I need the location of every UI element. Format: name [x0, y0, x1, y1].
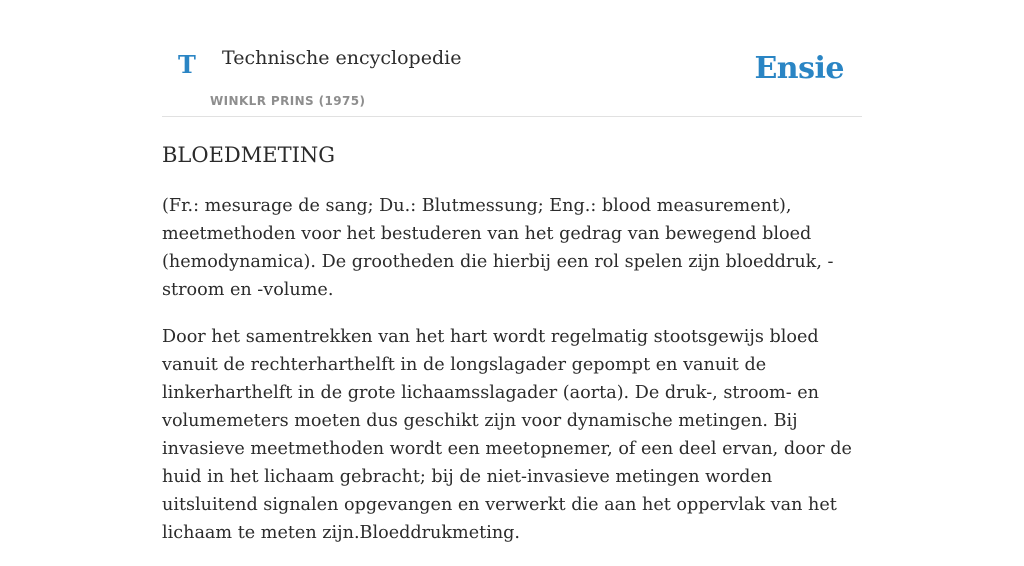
entry-paragraph: (Fr.: mesurage de sang; Du.: Blutmessung; Eng.: blood measurement), meetmethoden voor het bestuderen van het gedrag van bewegend bloed (hemodynamica). De grootheden die hierbij een rol spelen zijn bloeddruk, -stroom en -volume.: [162, 196, 834, 300]
entry-title: BLOEDMETING: [162, 143, 336, 167]
header: [162, 0, 862, 117]
source-logo-link[interactable]: T: [178, 50, 196, 79]
page-container: [162, 0, 862, 543]
entry-body: [162, 192, 862, 566]
brand-logo[interactable]: Ensie: [754, 51, 844, 86]
source-subtitle: WINKLR PRINS (1975): [210, 94, 366, 108]
entry-paragraph: Door het samentrekken van het hart wordt regelmatig stootsgewijs bloed vanuit de rechterharthelft in de longslagader gepompt en vanuit de linkerharthelft in de grote lichaamsslagader (aorta). De druk-, stroom- en volumemeters moeten dus geschikt zijn voor dynamische metingen. Bij invasieve meetmethoden wordt een meetopnemer, of een deel ervan, door de huid in het lichaam gebracht; bij de niet-invasieve metingen worden uitsluitend signalen opgevangen en verwerkt die aan het oppervlak van het lichaam te meten zijn.Bloeddrukmeting.: [162, 327, 852, 543]
source-title[interactable]: Technische encyclopedie: [222, 47, 462, 69]
